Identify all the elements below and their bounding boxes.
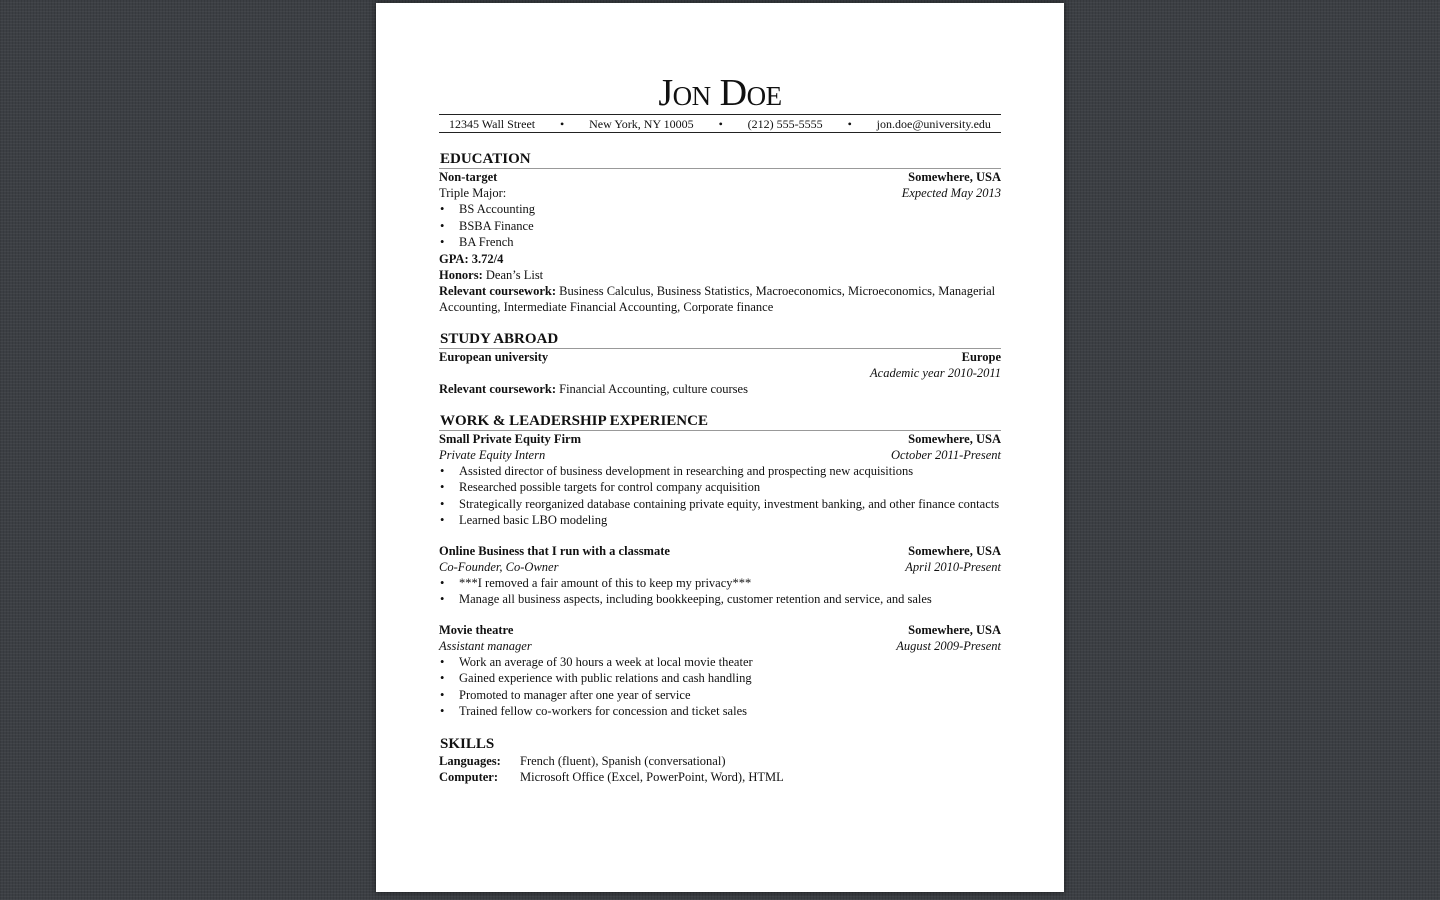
job-bullets — [439, 463, 1001, 529]
job-location: Somewhere, USA — [908, 431, 1001, 446]
education-location: Somewhere, USA — [908, 170, 1001, 184]
job-role: Private Equity Intern — [439, 447, 546, 462]
resume-page — [376, 3, 1064, 892]
list-item: • Strategically reorganized database containing private equity, investment banking, and other finance contacts — [439, 496, 1001, 513]
contact-address: 12345 Wall Street — [449, 116, 536, 131]
job-entry — [439, 431, 1001, 529]
coursework-value: Business Calculus, Business Statistics, Macroeconomics, Microeconomics, Managerial Accounting, Intermediate Financial Accounting, Corporate finance — [439, 283, 996, 314]
job-date: October 2011-Present — [890, 447, 1001, 462]
job-role: Co-Founder, Co-Owner — [439, 559, 559, 574]
skills-languages-row — [439, 753, 1001, 769]
study-abroad-date: Academic year 2010-2011 — [870, 365, 1001, 380]
majors-list — [439, 201, 1001, 251]
coursework-label: Relevant coursework: — [439, 381, 556, 396]
job-location: Somewhere, USA — [908, 543, 1001, 558]
list-item: • ***I removed a fair amount of this to keep my privacy*** — [439, 575, 1001, 592]
list-item: • Learned basic LBO modeling — [439, 512, 1001, 529]
list-item: • Trained fellow co-workers for concession and ticket sales — [439, 703, 1001, 720]
contact-city: New York, NY 10005 — [589, 116, 694, 131]
study-abroad-title: STUDY ABROAD — [439, 331, 1001, 349]
list-item: • Manage all business aspects, including bookkeeping, customer retention and service, and sales — [439, 591, 1001, 608]
job-bullets — [439, 654, 1001, 720]
education-coursework — [439, 283, 1001, 315]
education-gpa: GPA: 3.72/4 — [439, 251, 504, 266]
spacer — [439, 608, 1001, 622]
languages-value: French (fluent), Spanish (conversational) — [520, 753, 726, 768]
education-date: Expected May 2013 — [901, 186, 1001, 200]
job-location: Somewhere, USA — [908, 622, 1001, 637]
skills-computer-row — [439, 769, 1001, 785]
education-honors — [439, 267, 1001, 283]
list-item: • BSBA Finance — [439, 218, 1001, 235]
job-subheader-row — [439, 638, 1001, 654]
education-subtitle: Triple Major: — [439, 186, 507, 200]
study-abroad-section — [439, 331, 1001, 397]
education-subheader-row — [439, 185, 1001, 201]
contact-separator: • — [718, 116, 723, 131]
candidate-name: Jon Doe — [658, 72, 782, 114]
contact-separator: • — [560, 116, 565, 131]
resume-content — [439, 3, 1001, 785]
job-subheader-row — [439, 559, 1001, 575]
education-title: EDUCATION — [439, 151, 1001, 169]
list-item: • BA French — [439, 234, 1001, 251]
study-abroad-coursework — [439, 381, 1001, 397]
job-bullets — [439, 575, 1001, 608]
job-header-row — [439, 543, 1001, 559]
computer-label: Computer: — [439, 769, 499, 784]
education-header-row — [439, 169, 1001, 185]
list-item: • Gained experience with public relations and cash handling — [439, 670, 1001, 687]
list-item: • Promoted to manager after one year of service — [439, 687, 1001, 704]
job-header-row — [439, 622, 1001, 638]
languages-label: Languages: — [439, 753, 501, 768]
study-abroad-school: European university — [439, 349, 549, 364]
list-item: • BS Accounting — [439, 201, 1001, 218]
honors-value: Dean’s List — [482, 267, 544, 282]
job-date: April 2010-Present — [905, 559, 1001, 574]
job-company: Online Business that I run with a classmate — [439, 543, 670, 558]
contact-bar — [439, 114, 1001, 133]
work-title: WORK & LEADERSHIP EXPERIENCE — [439, 413, 1001, 431]
job-entry — [439, 543, 1001, 608]
contact-email[interactable]: jon.doe@university.edu — [876, 116, 991, 131]
contact-separator: • — [847, 116, 852, 131]
job-date: August 2009-Present — [896, 638, 1001, 653]
study-abroad-location: Europe — [961, 349, 1001, 364]
work-section — [439, 413, 1001, 720]
list-item: • Assisted director of business development in researching and prospecting new acquisitions — [439, 463, 1001, 480]
job-subheader-row — [439, 447, 1001, 463]
job-company: Movie theatre — [439, 622, 514, 637]
contact-phone: (212) 555-5555 — [747, 116, 823, 131]
job-header-row — [439, 431, 1001, 447]
job-role: Assistant manager — [439, 638, 532, 653]
study-abroad-header-row — [439, 349, 1001, 365]
study-abroad-date-row — [439, 365, 1001, 381]
coursework-value: Financial Accounting, culture courses — [556, 381, 748, 396]
education-school: Non-target — [439, 170, 498, 184]
job-entry — [439, 622, 1001, 720]
spacer — [439, 529, 1001, 543]
education-section — [439, 151, 1001, 315]
skills-title: SKILLS — [440, 735, 495, 752]
job-company: Small Private Equity Firm — [439, 431, 581, 446]
list-item: • Researched possible targets for control company acquisition — [439, 479, 1001, 496]
list-item: • Work an average of 30 hours a week at local movie theater — [439, 654, 1001, 671]
skills-section — [439, 736, 1001, 785]
computer-value: Microsoft Office (Excel, PowerPoint, Word), HTML — [520, 769, 784, 784]
honors-label: Honors: — [439, 267, 483, 282]
coursework-label: Relevant coursework: — [439, 283, 556, 298]
